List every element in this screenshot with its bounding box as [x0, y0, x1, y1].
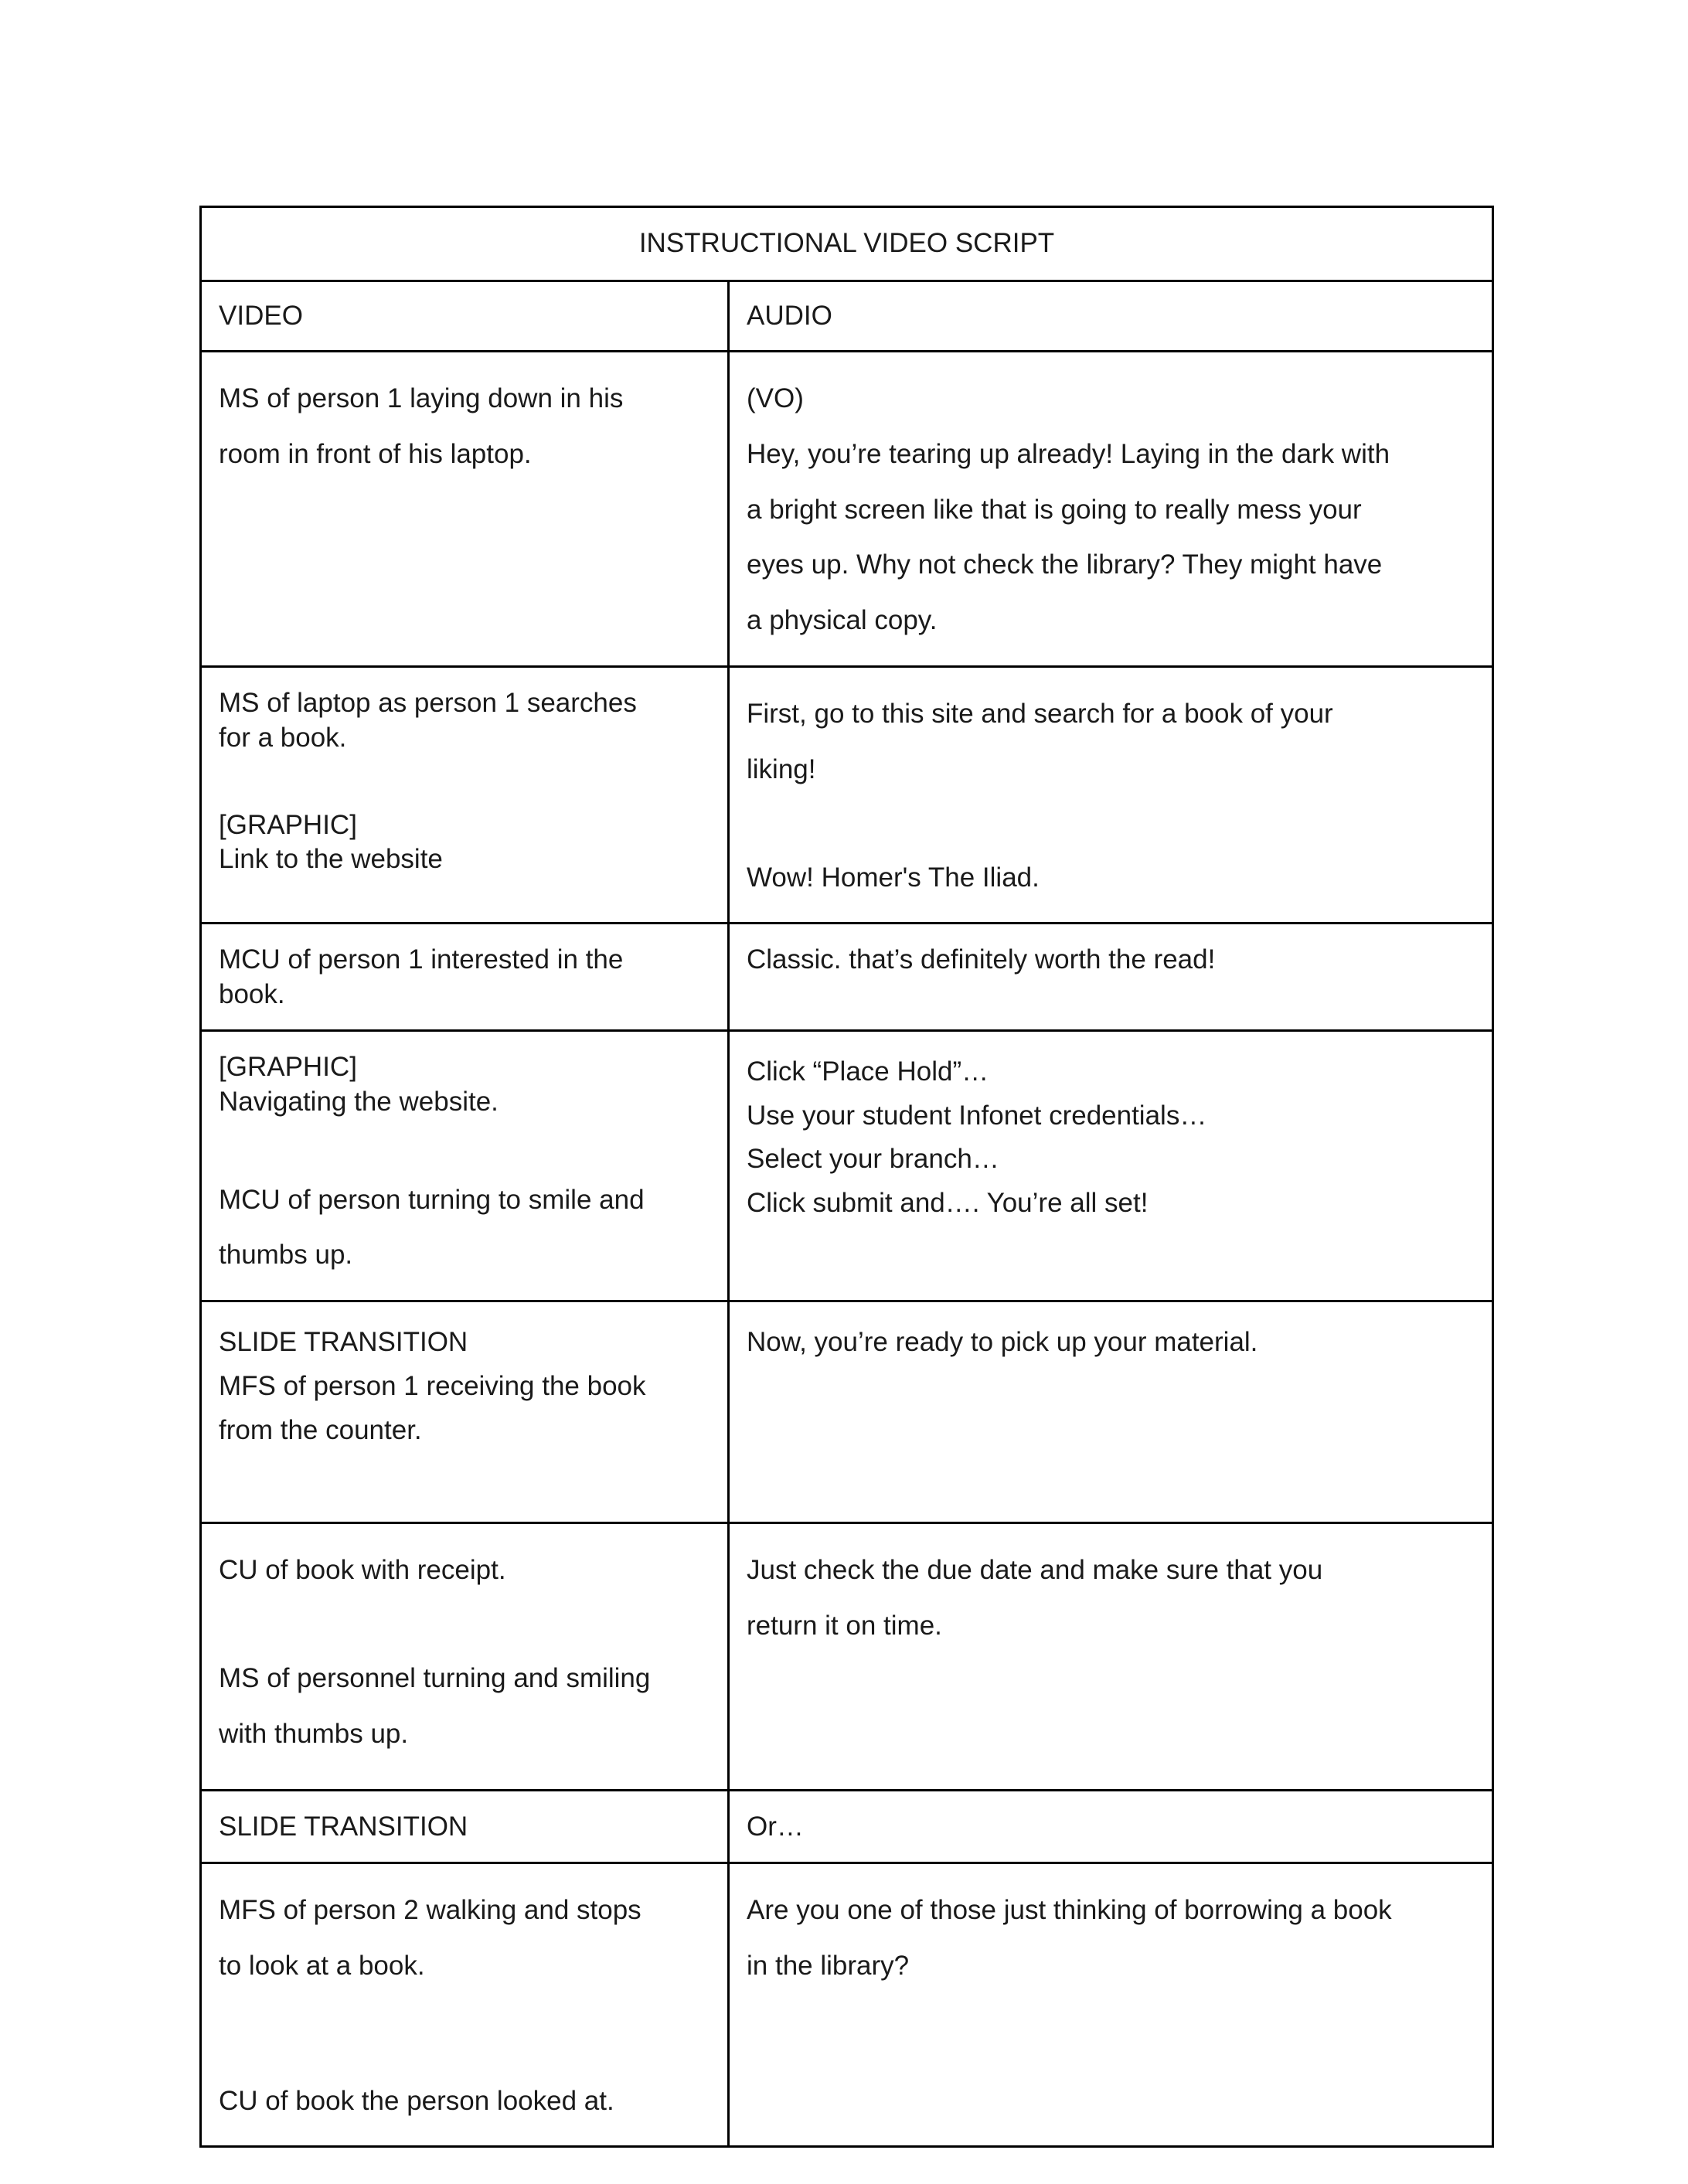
audio-line: (VO) — [747, 383, 804, 413]
video-cell — [201, 666, 729, 924]
table-row — [201, 1523, 1493, 1791]
video-line: SLIDE TRANSITION — [219, 1327, 468, 1358]
audio-line: Click “Place Hold”… — [747, 1056, 989, 1087]
blank-line — [747, 797, 1475, 849]
audio-cell — [729, 1030, 1493, 1301]
table-row — [201, 1301, 1493, 1523]
video-line: MS of personnel turning and smiling — [219, 1663, 651, 1694]
video-line: CU of book with receipt. — [219, 1555, 506, 1586]
video-line: thumbs up. — [219, 1240, 353, 1271]
video-line: for a book. — [219, 722, 347, 753]
table-row — [201, 1863, 1493, 2147]
video-cell — [201, 352, 729, 667]
video-line: to look at a book. — [219, 1950, 425, 1981]
document-title-cell — [201, 207, 1493, 281]
audio-line: a bright screen like that is going to really mess your — [747, 494, 1362, 525]
audio-line: Classic. that’s definitely worth the read! — [747, 944, 1216, 975]
script-table — [199, 206, 1494, 2148]
video-cell — [201, 1863, 729, 2147]
audio-cell — [729, 1791, 1493, 1863]
audio-line: Select your branch… — [747, 1144, 999, 1175]
audio-cell — [729, 352, 1493, 667]
video-line: Link to the website — [219, 844, 443, 875]
table-row — [201, 1791, 1493, 1863]
column-header-video: VIDEO — [219, 301, 303, 331]
audio-line: Are you one of those just thinking of borrowing a book — [747, 1894, 1392, 1925]
blank-line — [219, 755, 710, 808]
video-line: CU of book the person looked at. — [219, 2085, 614, 2116]
audio-cell — [729, 1523, 1493, 1791]
audio-line: Click submit and…. You’re all set! — [747, 1187, 1149, 1218]
video-line: MFS of person 1 receiving the book — [219, 1370, 646, 1401]
video-line: MCU of person 1 interested in the — [219, 944, 624, 975]
video-line: [GRAPHIC] — [219, 1051, 357, 1082]
audio-line: Just check the due date and make sure that you — [747, 1555, 1323, 1586]
column-header-video-cell — [201, 281, 729, 352]
audio-line: eyes up. Why not check the library? They might have — [747, 549, 1383, 580]
video-cell — [201, 1030, 729, 1301]
video-line: room in front of his laptop. — [219, 438, 532, 469]
audio-line: in the library? — [747, 1950, 910, 1981]
blank-line — [219, 1598, 710, 1651]
audio-line: Hey, you’re tearing up already! Laying in the dark with — [747, 438, 1390, 469]
table-row — [201, 924, 1493, 1031]
blank-line — [219, 1119, 710, 1172]
video-cell — [201, 1791, 729, 1863]
video-line: Navigating the website. — [219, 1086, 499, 1117]
audio-line: a physical copy. — [747, 605, 938, 635]
video-line: from the counter. — [219, 1414, 422, 1445]
video-cell — [201, 924, 729, 1031]
video-cell — [201, 1301, 729, 1523]
audio-cell — [729, 666, 1493, 924]
audio-line: Now, you’re ready to pick up your material. — [747, 1327, 1258, 1358]
table-row — [201, 1030, 1493, 1301]
audio-line: return it on time. — [747, 1610, 942, 1641]
audio-cell — [729, 1301, 1493, 1523]
table-row — [201, 352, 1493, 667]
video-cell — [201, 1523, 729, 1791]
video-line: MCU of person turning to smile and — [219, 1184, 645, 1215]
audio-cell — [729, 1863, 1493, 2147]
video-line: book. — [219, 979, 285, 1010]
table-row — [201, 666, 1493, 924]
column-header-audio: AUDIO — [747, 301, 832, 331]
audio-line: Or… — [747, 1811, 804, 1842]
video-line: with thumbs up. — [219, 1718, 409, 1749]
table-title-row — [201, 207, 1493, 281]
audio-line: liking! — [747, 754, 816, 784]
table-header-row — [201, 281, 1493, 352]
video-line: SLIDE TRANSITION — [219, 1811, 468, 1842]
audio-cell — [729, 924, 1493, 1031]
audio-line: First, go to this site and search for a book of your — [747, 698, 1333, 729]
column-header-audio-cell — [729, 281, 1493, 352]
video-line: [GRAPHIC] — [219, 809, 357, 840]
video-line: MS of laptop as person 1 searches — [219, 687, 637, 718]
page-title: INSTRUCTIONAL VIDEO SCRIPT — [638, 228, 1055, 258]
blank-line — [219, 1993, 710, 2046]
blank-line — [219, 2046, 710, 2073]
audio-line: Use your student Infonet credentials… — [747, 1100, 1207, 1131]
video-line: MS of person 1 laying down in his — [219, 383, 624, 413]
audio-line: Wow! Homer's The Iliad. — [747, 862, 1040, 893]
video-line: MFS of person 2 walking and stops — [219, 1894, 642, 1925]
